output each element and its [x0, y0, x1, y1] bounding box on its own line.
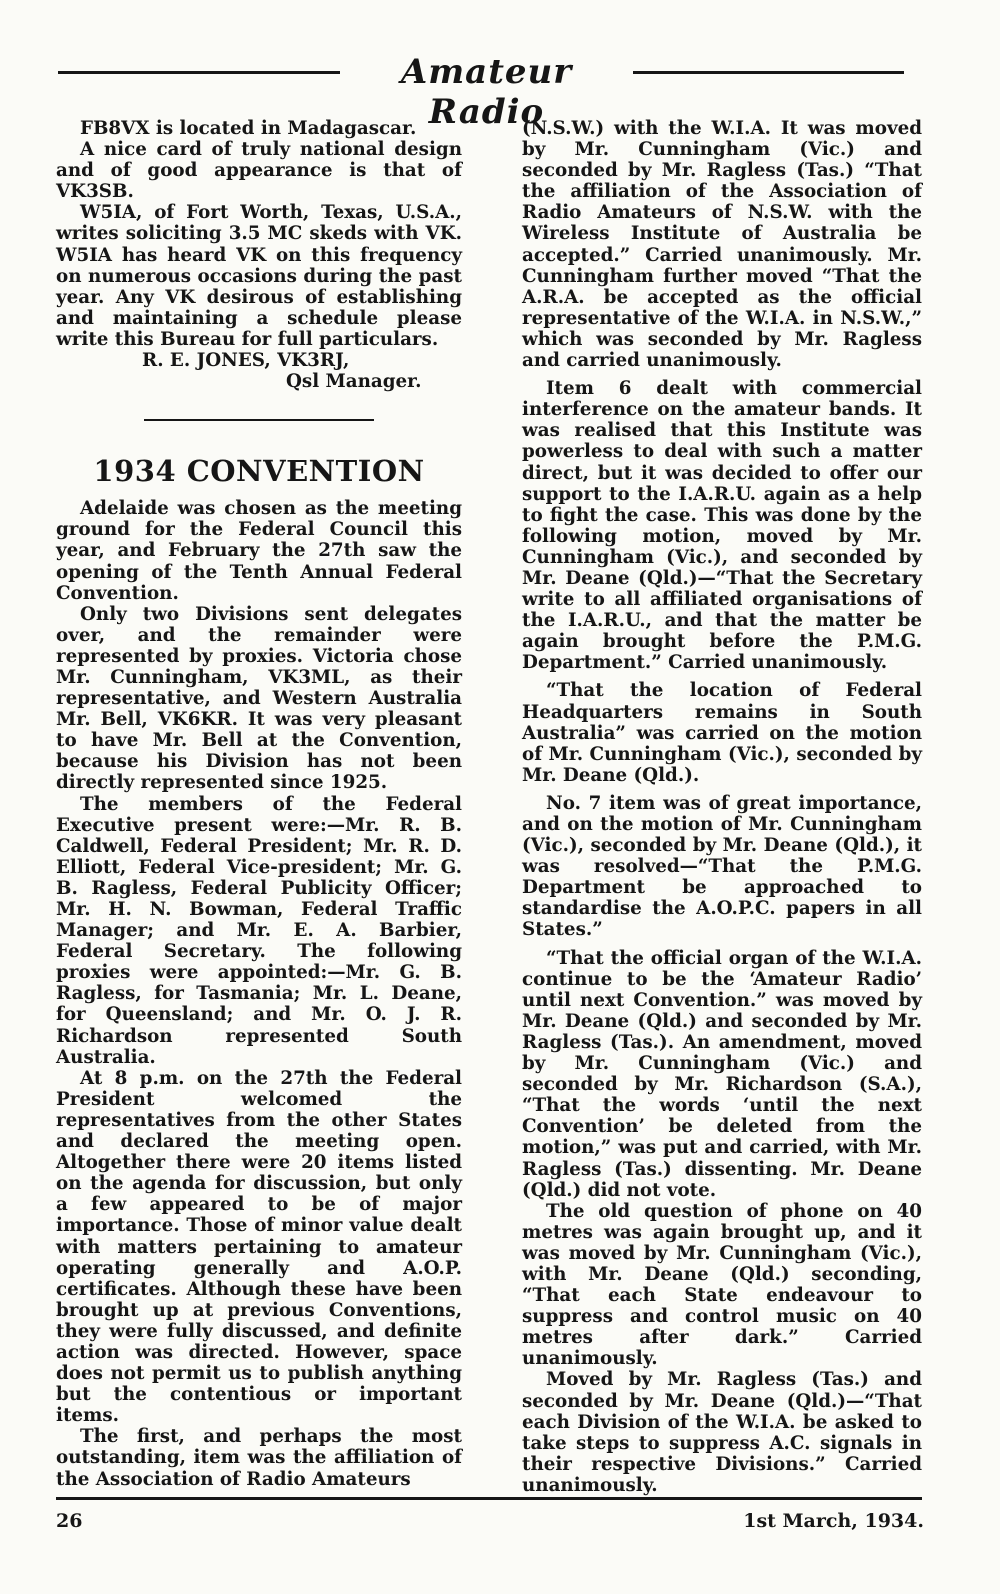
- paragraph-executive: The members of the Federal Executive present were:—Mr. R. B. Caldwell, Federal President; Mr. R. D. Elliott, Federal Vice-president; Mr. G. B. Ragless, Federal Publicity Officer; Mr. H. N. Bowman, Federal Traffic Manager; and Mr. E. A. Barbier, Federal Secretary. The following proxies were appointed:—Mr. G. B. Ragless, for Tasmania; Mr. L. Deane, for Queensland; and Mr. O. J. R. Richardson represented South Australia.: [56, 793, 462, 1068]
- paragraph-w5ia: W5IA, of Fort Worth, Texas, U.S.A., writes soliciting 3.5 MC skeds with VK. W5IA has heard VK on this frequency on numerous occasions during the past year. Any VK desirous of establishing and maintaining a schedule please write this Bureau for full particulars.: [56, 202, 462, 350]
- paragraph-fb8vx: FB8VX is located in Madagascar.: [80, 118, 417, 139]
- paragraph-phone-40m: The old question of phone on 40 metres was again brought up, and it was moved by Mr. Cunningham (Vic.), with Mr. Deane (Qld.) seconding, “That each State endeavour to suppress and control music on 40 metres after dark.” Carried unanimously.: [522, 1200, 922, 1370]
- signature-title: Qsl Manager.: [286, 371, 422, 393]
- page-number: 26: [56, 1510, 83, 1532]
- paragraph-adelaide: Adelaide was chosen as the meeting ground for the Federal Council this year, and February the 27th saw the opening of the Tenth Annual Federal Convention.: [56, 498, 462, 604]
- paragraph-item-7: No. 7 item was of great importance, and on the motion of Mr. Cunningham (Vic.), seconded by Mr. Deane (Qld.), it was resolved—“That the P.M.G. Department be approached to standardise the A.O.P.C. papers in all States.”: [522, 792, 922, 941]
- masthead-rule-right: [633, 71, 904, 74]
- masthead-rule-left: [58, 71, 340, 74]
- footer-rule: [56, 1497, 922, 1500]
- paragraph-official-organ: “That the official organ of the W.I.A. continue to be the ‘Amateur Radio’ until next Convention.” was moved by Mr. Deane (Qld.) and seconded by Mr. Ragless (Tas.). An amendment, moved by Mr. Cunningham (Vic.) and seconded by Mr. Richardson (S.A.), “That the words ‘until the next Convention’ be deleted from the motion,” was put and carried, with Mr. Ragless (Tas.) dissenting. Mr. Deane (Qld.) did not vote.: [522, 947, 922, 1201]
- paragraph-meeting-open: At 8 p.m. on the 27th the Federal President welcomed the representatives from the other States and declared the meeting open. Altogether there were 20 items listed on the agenda for discussion, but only a few appeared to be of major importance. Those of minor value dealt with matters pertaining to amateur operating generally and A.O.P. certificates. Although these have been brought up at previous Conventions, they were fully discussed, and definite action was directed. However, space does not permit us to publish anything but the contentious or important items.: [56, 1067, 462, 1427]
- masthead-title: Amateur Radio: [400, 52, 573, 132]
- paragraph-affiliation-cont: (N.S.W.) with the W.I.A. It was moved by Mr. Cunningham (Vic.) and seconded by Mr. Ragless (Tas.) “That the affiliation of the Association of Radio Amateurs of N.S.W. with the Wireless Institute of Australia be accepted.” Carried unanimously. Mr. Cunningham further moved “That the A.R.A. be accepted as the official representative of the W.I.A. in N.S.W.,” which was seconded by Mr. Ragless and carried unanimously.: [522, 118, 922, 372]
- paragraph-vk3sb-card: A nice card of truly national design and of good appearance is that of VK3SB.: [56, 139, 462, 203]
- right-column: [522, 118, 922, 1496]
- paragraph-headquarters: “That the location of Federal Headquarters remains in South Australia” was carried on the motion of Mr. Cunningham (Vic.), seconded by Mr. Deane (Qld.).: [522, 680, 922, 786]
- issue-date: 1st March, 1934.: [743, 1510, 924, 1532]
- section-divider: [144, 419, 374, 421]
- paragraph-affiliation-start: The first, and perhaps the most outstanding, item was the affiliation of the Association of Radio Amateurs: [56, 1426, 462, 1490]
- article-heading: 1934 CONVENTION: [93, 454, 425, 489]
- paragraph-item-6: Item 6 dealt with commercial interference on the amateur bands. It was realised that this Institute was powerless to deal with such a matter direct, but it was decided to offer our support to the I.A.R.U. again as a help to fight the case. This was done by the following motion, moved by Mr. Cunningham (Vic.), and seconded by Mr. Deane (Qld.)—“That the Secretary write to all affiliated organisations of the I.A.R.U., and that the matter be again brought before the P.M.G. Department.” Carried unanimously.: [522, 378, 922, 674]
- paragraph-ac-signals: Moved by Mr. Ragless (Tas.) and seconded by Mr. Deane (Qld.)—“That each Division of the W.I.A. be asked to take steps to suppress A.C. signals in their respective Divisions.” Carried unanimously.: [522, 1369, 922, 1496]
- signature-name: R. E. JONES, VK3RJ,: [142, 350, 350, 372]
- paragraph-divisions: Only two Divisions sent delegates over, and the remainder were represented by proxies. Victoria chose Mr. Cunningham, VK3ML, as their representative, and Western Australia Mr. Bell, VK6KR. It was very pleasant to have Mr. Bell at the Convention, because his Division has not been directly represented since 1925.: [56, 603, 462, 794]
- left-column: [56, 118, 462, 1490]
